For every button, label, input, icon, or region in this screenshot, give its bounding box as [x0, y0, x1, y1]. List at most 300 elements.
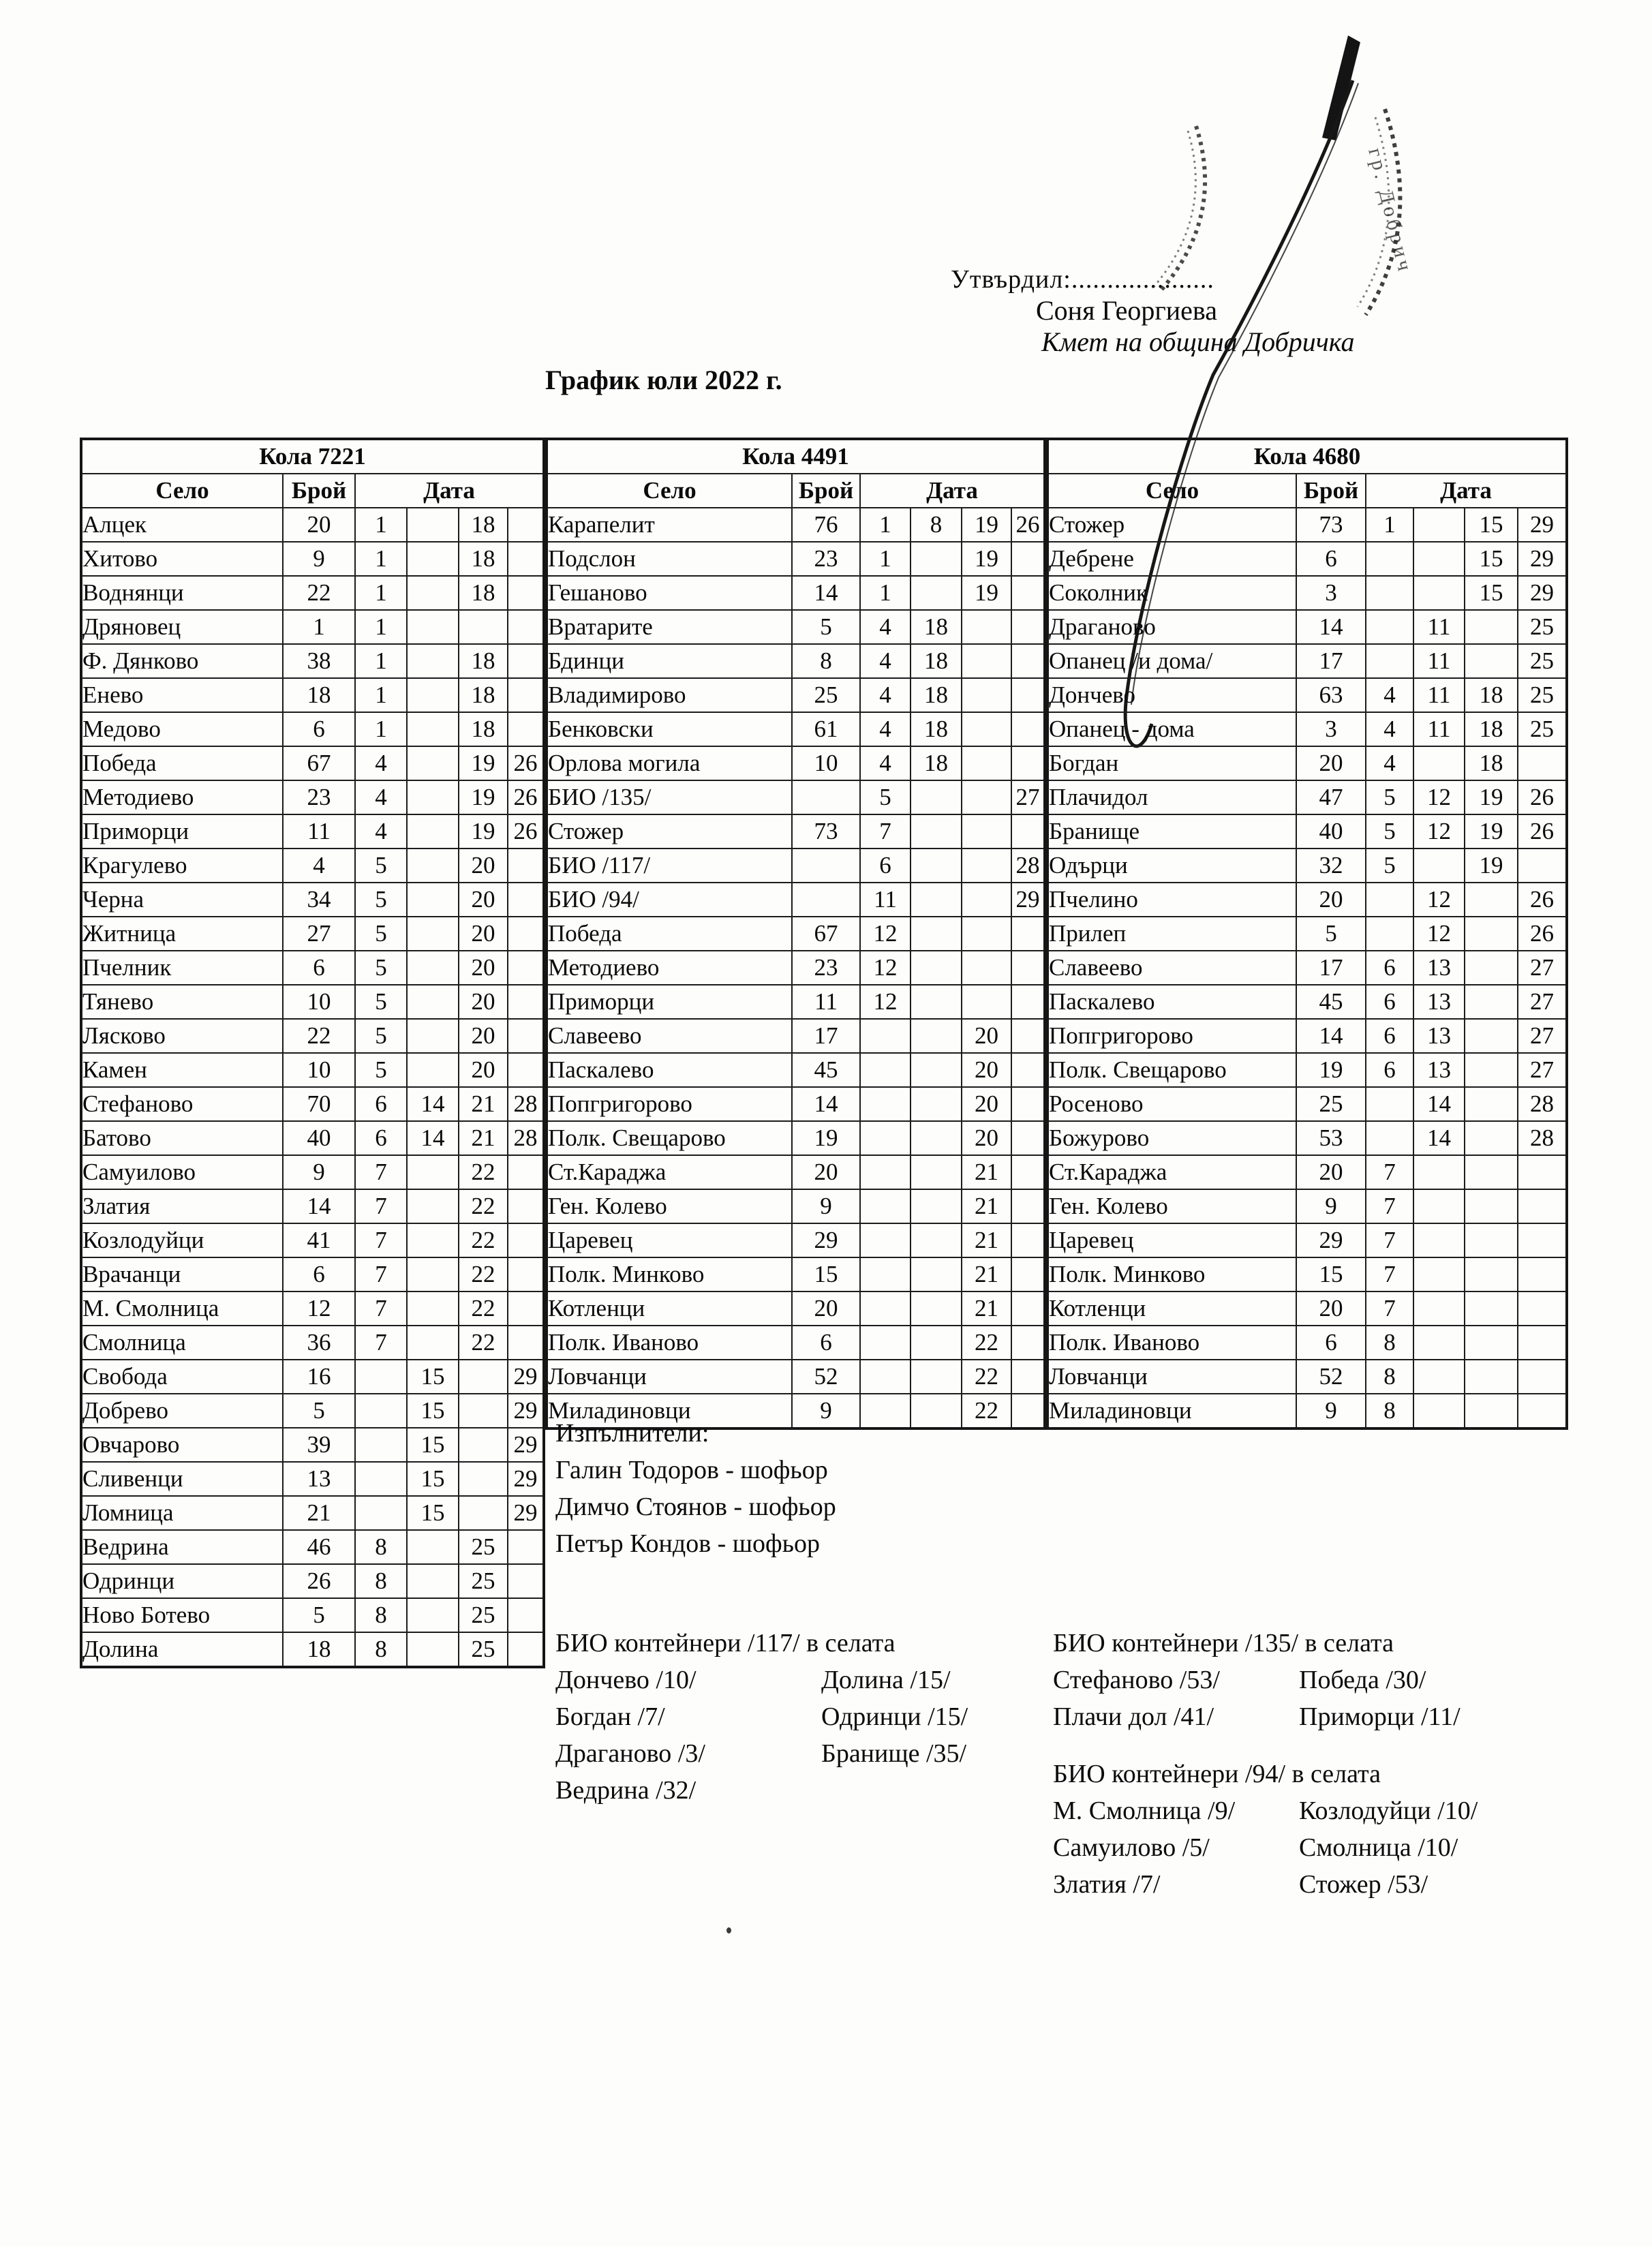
count-cell: 20	[1296, 1291, 1366, 1326]
date-cell	[1413, 576, 1465, 610]
date-cell	[508, 1326, 544, 1360]
village-cell: Славеево	[1047, 951, 1296, 985]
date-cell: 6	[355, 1121, 407, 1155]
date-cell: 26	[1011, 508, 1045, 542]
date-cell: 13	[1413, 985, 1465, 1019]
count-cell: 21	[283, 1496, 355, 1530]
date-cell: 1	[355, 712, 407, 746]
table-row	[547, 985, 1045, 1019]
date-cell: 20	[459, 985, 508, 1019]
list-item: Плачи дол /41/	[1053, 1702, 1214, 1731]
date-cell: 1	[860, 576, 911, 610]
village-cell: Полк. Иваново	[1047, 1326, 1296, 1360]
date-cell: 6	[860, 849, 911, 883]
date-cell: 18	[459, 644, 508, 678]
date-cell: 8	[1366, 1326, 1413, 1360]
table-row	[1047, 746, 1567, 780]
page-title: График юли 2022 г.	[545, 365, 782, 395]
date-cell: 28	[508, 1121, 544, 1155]
date-cell: 4	[860, 746, 911, 780]
table-row	[81, 883, 544, 917]
village-cell: Прилеп	[1047, 917, 1296, 951]
date-cell	[459, 1394, 508, 1428]
date-cell	[508, 1189, 544, 1223]
table-row	[1047, 576, 1567, 610]
date-cell: 20	[459, 1019, 508, 1053]
count-cell	[792, 883, 860, 917]
table-row	[81, 1496, 544, 1530]
date-cell	[1011, 712, 1045, 746]
list-item: Стефаново /53/	[1053, 1666, 1220, 1694]
village-cell: Паскалево	[547, 1053, 792, 1087]
schedule-table-7221	[80, 438, 545, 1668]
table-row	[1047, 1155, 1567, 1189]
count-cell: 17	[1296, 644, 1366, 678]
village-cell: Победа	[81, 746, 283, 780]
date-cell	[355, 1360, 407, 1394]
date-cell	[407, 1155, 459, 1189]
date-cell: 20	[459, 951, 508, 985]
village-cell: Котленци	[547, 1291, 792, 1326]
date-cell: 15	[407, 1428, 459, 1462]
table-row	[1047, 951, 1567, 985]
date-cell: 13	[1413, 1019, 1465, 1053]
count-cell: 14	[792, 576, 860, 610]
date-cell: 14	[407, 1087, 459, 1121]
village-cell: Медово	[81, 712, 283, 746]
count-cell: 23	[283, 780, 355, 814]
date-cell: 25	[459, 1530, 508, 1564]
date-cell: 4	[1366, 712, 1413, 746]
count-cell: 36	[283, 1326, 355, 1360]
village-cell: Ловчанци	[1047, 1360, 1296, 1394]
list-item: Стожер /53/	[1299, 1870, 1428, 1899]
village-cell: Карапелит	[547, 508, 792, 542]
date-cell	[1011, 951, 1045, 985]
village-cell: Попгригорово	[1047, 1019, 1296, 1053]
table-row	[81, 1530, 544, 1564]
count-cell	[792, 780, 860, 814]
table-row	[81, 746, 544, 780]
date-cell: 5	[355, 849, 407, 883]
table-row	[547, 849, 1045, 883]
date-cell	[1413, 746, 1465, 780]
date-cell	[1366, 1121, 1413, 1155]
date-cell	[962, 814, 1011, 849]
village-cell: Стефаново	[81, 1087, 283, 1121]
table-row	[547, 1019, 1045, 1053]
date-cell: 7	[1366, 1291, 1413, 1326]
village-cell: Черна	[81, 883, 283, 917]
date-cell: 1	[355, 508, 407, 542]
table-body	[547, 508, 1045, 1428]
date-cell	[1011, 1326, 1045, 1360]
date-cell	[1011, 917, 1045, 951]
village-cell: Тянево	[81, 985, 283, 1019]
table-row	[81, 1360, 544, 1394]
date-cell	[407, 678, 459, 712]
date-cell: 5	[355, 917, 407, 951]
date-cell	[911, 951, 962, 985]
count-cell: 29	[792, 1223, 860, 1257]
table-row	[81, 542, 544, 576]
date-cell: 22	[962, 1360, 1011, 1394]
table-row	[547, 576, 1045, 610]
date-cell: 21	[962, 1189, 1011, 1223]
count-cell: 9	[283, 542, 355, 576]
table-row	[81, 1257, 544, 1291]
date-cell	[1518, 1291, 1567, 1326]
date-cell: 18	[459, 712, 508, 746]
date-cell: 25	[459, 1632, 508, 1667]
date-cell: 15	[1465, 576, 1518, 610]
date-cell: 18	[911, 678, 962, 712]
date-cell	[1413, 1257, 1465, 1291]
village-cell: Батово	[81, 1121, 283, 1155]
date-cell: 4	[1366, 746, 1413, 780]
date-cell: 8	[911, 508, 962, 542]
village-cell: Лясково	[81, 1019, 283, 1053]
list-item: Козлодуйци /10/	[1299, 1797, 1478, 1825]
count-cell: 67	[283, 746, 355, 780]
list-item: Галин Тодоров - шофьор	[555, 1456, 828, 1484]
table-row	[81, 644, 544, 678]
count-cell: 10	[283, 985, 355, 1019]
date-cell: 5	[355, 951, 407, 985]
village-cell: Вратарите	[547, 610, 792, 644]
date-cell: 13	[1413, 1053, 1465, 1087]
col-count: Брой	[283, 474, 355, 508]
date-cell	[407, 917, 459, 951]
date-cell: 15	[1465, 542, 1518, 576]
count-cell: 14	[1296, 610, 1366, 644]
village-cell: Полк. Минково	[1047, 1257, 1296, 1291]
date-cell	[1465, 1053, 1518, 1087]
count-cell: 20	[792, 1155, 860, 1189]
date-cell: 25	[1518, 610, 1567, 644]
count-cell: 47	[1296, 780, 1366, 814]
date-cell	[1366, 542, 1413, 576]
village-cell: Ф. Дянково	[81, 644, 283, 678]
date-cell	[911, 542, 962, 576]
table-row	[1047, 1087, 1567, 1121]
count-cell: 76	[792, 508, 860, 542]
count-cell: 5	[283, 1598, 355, 1632]
date-cell	[407, 1223, 459, 1257]
table-row	[1047, 644, 1567, 678]
date-cell	[1011, 1121, 1045, 1155]
count-cell: 11	[283, 814, 355, 849]
date-cell: 27	[1518, 951, 1567, 985]
date-cell: 29	[1518, 542, 1567, 576]
date-cell	[962, 610, 1011, 644]
table-row	[547, 814, 1045, 849]
date-cell	[508, 849, 544, 883]
village-cell: Хитово	[81, 542, 283, 576]
date-cell	[911, 883, 962, 917]
bio-column	[555, 1662, 821, 1809]
col-date: Дата	[860, 474, 1045, 508]
table-row	[547, 883, 1045, 917]
date-cell: 5	[860, 780, 911, 814]
list-item: М. Смолница /9/	[1053, 1797, 1236, 1825]
date-cell: 18	[1465, 712, 1518, 746]
date-cell	[1518, 1155, 1567, 1189]
date-cell	[962, 780, 1011, 814]
village-cell: Драганово	[1047, 610, 1296, 644]
village-cell: Методиево	[81, 780, 283, 814]
village-cell: Дебрене	[1047, 542, 1296, 576]
village-cell: Златия	[81, 1189, 283, 1223]
date-cell: 18	[911, 610, 962, 644]
date-cell	[962, 985, 1011, 1019]
village-cell: Полк. Минково	[547, 1257, 792, 1291]
date-cell: 22	[459, 1326, 508, 1360]
date-cell: 18	[1465, 678, 1518, 712]
date-cell	[407, 712, 459, 746]
date-cell: 26	[1518, 814, 1567, 849]
date-cell: 26	[1518, 883, 1567, 917]
count-cell: 53	[1296, 1121, 1366, 1155]
list-item: Победа /30/	[1299, 1666, 1426, 1694]
count-cell: 14	[1296, 1019, 1366, 1053]
approver-title: Кмет на община Добричка	[1041, 326, 1355, 357]
table-row	[547, 917, 1045, 951]
table-row	[1047, 1019, 1567, 1053]
date-cell	[860, 1394, 911, 1428]
date-cell	[1465, 917, 1518, 951]
date-cell	[1465, 610, 1518, 644]
village-cell: М. Смолница	[81, 1291, 283, 1326]
date-cell	[407, 1257, 459, 1291]
village-cell: Бранище	[1047, 814, 1296, 849]
date-cell: 4	[860, 644, 911, 678]
table-row	[81, 917, 544, 951]
date-cell	[508, 917, 544, 951]
date-cell	[1465, 1121, 1518, 1155]
table-row	[1047, 1326, 1567, 1360]
col-village: Село	[1047, 474, 1296, 508]
count-cell: 10	[283, 1053, 355, 1087]
count-cell: 10	[792, 746, 860, 780]
date-cell: 12	[1413, 780, 1465, 814]
date-cell: 8	[355, 1598, 407, 1632]
table-row	[547, 746, 1045, 780]
date-cell	[1465, 1019, 1518, 1053]
date-cell: 22	[962, 1394, 1011, 1428]
date-cell: 20	[962, 1121, 1011, 1155]
count-cell: 9	[1296, 1394, 1366, 1428]
table-row	[547, 1189, 1045, 1223]
bio-heading: БИО контейнери /135/ в селата	[1053, 1629, 1394, 1657]
date-cell: 1	[355, 610, 407, 644]
list-item: Бранище /35/	[821, 1739, 967, 1768]
date-cell	[1413, 1360, 1465, 1394]
village-cell: Ст.Караджа	[547, 1155, 792, 1189]
village-cell: Пчелник	[81, 951, 283, 985]
date-cell	[1011, 542, 1045, 576]
village-cell: Опанец /и дома/	[1047, 644, 1296, 678]
date-cell: 18	[911, 712, 962, 746]
date-cell	[1518, 1326, 1567, 1360]
count-cell: 20	[1296, 1155, 1366, 1189]
count-cell: 9	[283, 1155, 355, 1189]
date-cell	[1366, 610, 1413, 644]
date-cell: 15	[407, 1496, 459, 1530]
count-cell: 34	[283, 883, 355, 917]
table-row	[81, 1155, 544, 1189]
village-cell: Ген. Колево	[1047, 1189, 1296, 1223]
date-cell	[911, 1121, 962, 1155]
date-cell	[459, 1496, 508, 1530]
village-cell: БИО /135/	[547, 780, 792, 814]
date-cell: 29	[508, 1360, 544, 1394]
count-cell: 52	[792, 1360, 860, 1394]
count-cell: 6	[283, 1257, 355, 1291]
date-cell: 4	[860, 678, 911, 712]
date-cell: 7	[355, 1189, 407, 1223]
date-cell: 20	[962, 1019, 1011, 1053]
table-row	[81, 1053, 544, 1087]
table-row	[1047, 1291, 1567, 1326]
date-cell: 29	[508, 1462, 544, 1496]
date-cell: 20	[459, 883, 508, 917]
table-row	[547, 644, 1045, 678]
date-cell	[1518, 1189, 1567, 1223]
bio-column	[821, 1662, 968, 1809]
col-count: Брой	[1296, 474, 1366, 508]
date-cell: 29	[1011, 883, 1045, 917]
date-cell	[962, 644, 1011, 678]
count-cell: 15	[1296, 1257, 1366, 1291]
village-cell: Опанец - дома	[1047, 712, 1296, 746]
table-row	[1047, 1394, 1567, 1428]
date-cell	[860, 1155, 911, 1189]
date-cell: 7	[860, 814, 911, 849]
village-cell: Добрево	[81, 1394, 283, 1428]
date-cell	[1011, 985, 1045, 1019]
date-cell	[1465, 1394, 1518, 1428]
date-cell: 20	[962, 1087, 1011, 1121]
schedule-table-4491	[545, 438, 1046, 1430]
date-cell	[1465, 1223, 1518, 1257]
date-cell: 21	[962, 1223, 1011, 1257]
date-cell: 11	[1413, 610, 1465, 644]
date-cell: 6	[1366, 985, 1413, 1019]
date-cell: 19	[459, 814, 508, 849]
village-cell: Котленци	[1047, 1291, 1296, 1326]
count-cell: 8	[792, 644, 860, 678]
village-cell: Богдан	[1047, 746, 1296, 780]
table-body	[81, 508, 544, 1667]
village-cell: Полк. Свещарово	[547, 1121, 792, 1155]
date-cell	[407, 1053, 459, 1087]
table-row	[81, 712, 544, 746]
village-cell: Миладиновци	[1047, 1394, 1296, 1428]
date-cell: 21	[459, 1087, 508, 1121]
date-cell: 11	[860, 883, 911, 917]
date-cell: 7	[355, 1291, 407, 1326]
date-cell: 12	[860, 951, 911, 985]
date-cell: 14	[1413, 1121, 1465, 1155]
count-cell: 6	[1296, 542, 1366, 576]
village-cell: Камен	[81, 1053, 283, 1087]
table-row	[1047, 917, 1567, 951]
village-cell: Ловчанци	[547, 1360, 792, 1394]
bio-column	[1053, 1662, 1299, 1735]
count-cell: 20	[1296, 746, 1366, 780]
count-cell: 6	[1296, 1326, 1366, 1360]
approver-name: Соня Георгиева	[1036, 295, 1217, 326]
date-cell	[508, 542, 544, 576]
count-cell: 5	[283, 1394, 355, 1428]
date-cell	[407, 542, 459, 576]
date-cell: 1	[860, 542, 911, 576]
date-cell: 7	[1366, 1189, 1413, 1223]
table-row	[81, 610, 544, 644]
village-cell: Воднянци	[81, 576, 283, 610]
date-cell	[860, 1291, 911, 1326]
date-cell	[1011, 610, 1045, 644]
date-cell	[508, 1598, 544, 1632]
table-row	[81, 1564, 544, 1598]
village-cell: Стожер	[1047, 508, 1296, 542]
table-row	[81, 1394, 544, 1428]
date-cell: 7	[355, 1326, 407, 1360]
date-cell: 1	[860, 508, 911, 542]
date-cell	[1011, 1291, 1045, 1326]
date-cell	[355, 1428, 407, 1462]
list-item: Одринци /15/	[821, 1702, 968, 1731]
village-cell: Приморци	[81, 814, 283, 849]
village-cell: Росеново	[1047, 1087, 1296, 1121]
village-cell: Царевец	[1047, 1223, 1296, 1257]
date-cell: 7	[1366, 1257, 1413, 1291]
date-cell: 1	[355, 576, 407, 610]
table-row	[1047, 1053, 1567, 1087]
count-cell: 19	[792, 1121, 860, 1155]
date-cell: 27	[1518, 985, 1567, 1019]
village-cell: Ст.Караджа	[1047, 1155, 1296, 1189]
date-cell: 19	[459, 780, 508, 814]
count-cell: 19	[1296, 1053, 1366, 1087]
date-cell: 5	[355, 1053, 407, 1087]
date-cell	[459, 1462, 508, 1496]
count-cell: 17	[792, 1019, 860, 1053]
count-cell	[792, 849, 860, 883]
village-cell: Гешаново	[547, 576, 792, 610]
date-cell	[911, 1053, 962, 1087]
date-cell	[860, 1257, 911, 1291]
date-cell	[407, 508, 459, 542]
date-cell	[911, 849, 962, 883]
date-cell	[407, 1632, 459, 1667]
date-cell	[508, 678, 544, 712]
date-cell: 6	[1366, 951, 1413, 985]
date-cell	[508, 576, 544, 610]
date-cell	[1366, 644, 1413, 678]
date-cell	[508, 1564, 544, 1598]
date-cell: 29	[1518, 576, 1567, 610]
date-cell: 28	[1011, 849, 1045, 883]
count-cell: 6	[792, 1326, 860, 1360]
date-cell	[1465, 644, 1518, 678]
village-cell: Полк. Свещарово	[1047, 1053, 1296, 1087]
stamp-arc-left-outer	[1159, 126, 1205, 293]
village-cell: Бдинци	[547, 644, 792, 678]
date-cell	[407, 951, 459, 985]
village-cell: Дончево	[1047, 678, 1296, 712]
